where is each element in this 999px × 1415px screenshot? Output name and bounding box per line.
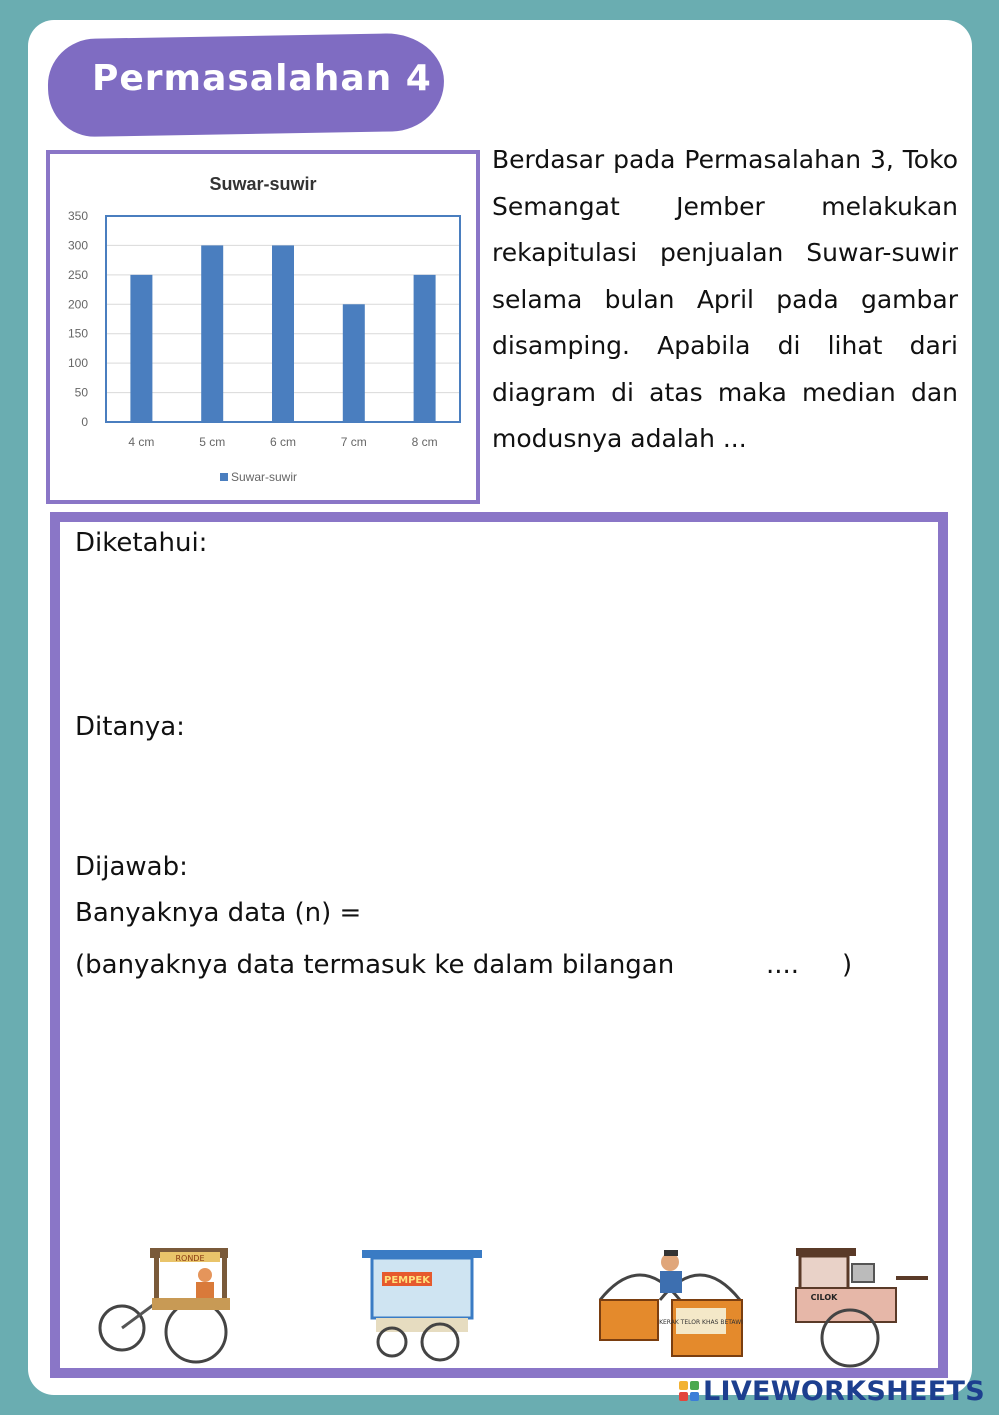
number-type-close: ) (842, 950, 853, 980)
ronde-sign: RONDE (175, 1254, 205, 1263)
x-tick-label: 8 cm (411, 435, 438, 449)
liveworksheets-logo (679, 1374, 985, 1408)
logo-tiles-icon (679, 1381, 699, 1401)
page-title: Permasalahan 4 (92, 58, 432, 99)
asked-label: Ditanya: (75, 712, 185, 742)
kerak-telor-sign: KERAK TELOR KHAS BETAWI (659, 1319, 743, 1326)
x-tick-label: 6 cm (269, 435, 297, 449)
y-tick-label: 250 (67, 267, 88, 282)
y-tick-label: 350 (67, 209, 88, 223)
number-type-blank[interactable]: .... (766, 950, 800, 980)
sample-size-line: Banyaknya data (n) = (75, 898, 362, 928)
x-tick-label: 7 cm (340, 435, 367, 449)
legend-label: Suwar-suwir (231, 470, 298, 484)
x-tick-label: 5 cm (199, 435, 226, 449)
pempek-sign: PEMPEK (383, 1275, 431, 1286)
y-tick-label: 300 (67, 238, 88, 253)
pempek-cart (362, 1250, 482, 1360)
cilok-cart (796, 1248, 928, 1366)
y-tick-label: 100 (67, 356, 88, 371)
number-type-note: (banyaknya data termasuk ke dalam bilangan (75, 950, 675, 980)
answered-label: Dijawab: (75, 852, 188, 882)
kerak-telor-vendor (600, 1250, 743, 1356)
brand-name: LIVEWORKSHEETS (702, 1375, 985, 1407)
y-tick-label: 50 (74, 385, 88, 400)
problem-statement: Berdasar pada Permasalahan 3, Toko Semangat Jember melakukan rekapitulasi penjualan Suwar-suwir selama bulan April pada gambar disamping. Apabila di lihat dari diagram di atas maka median dan modusnya adalah ... (492, 145, 958, 453)
known-label: Diketahui: (75, 528, 208, 558)
x-tick-label: 4 cm (128, 435, 155, 449)
y-tick-label: 150 (67, 326, 88, 341)
y-tick-label: 0 (81, 415, 88, 429)
ronde-cart (100, 1248, 230, 1362)
y-tick-label: 200 (67, 297, 88, 312)
chart-title: Suwar-suwir (209, 174, 317, 194)
cilok-sign: CILOK (810, 1293, 838, 1302)
